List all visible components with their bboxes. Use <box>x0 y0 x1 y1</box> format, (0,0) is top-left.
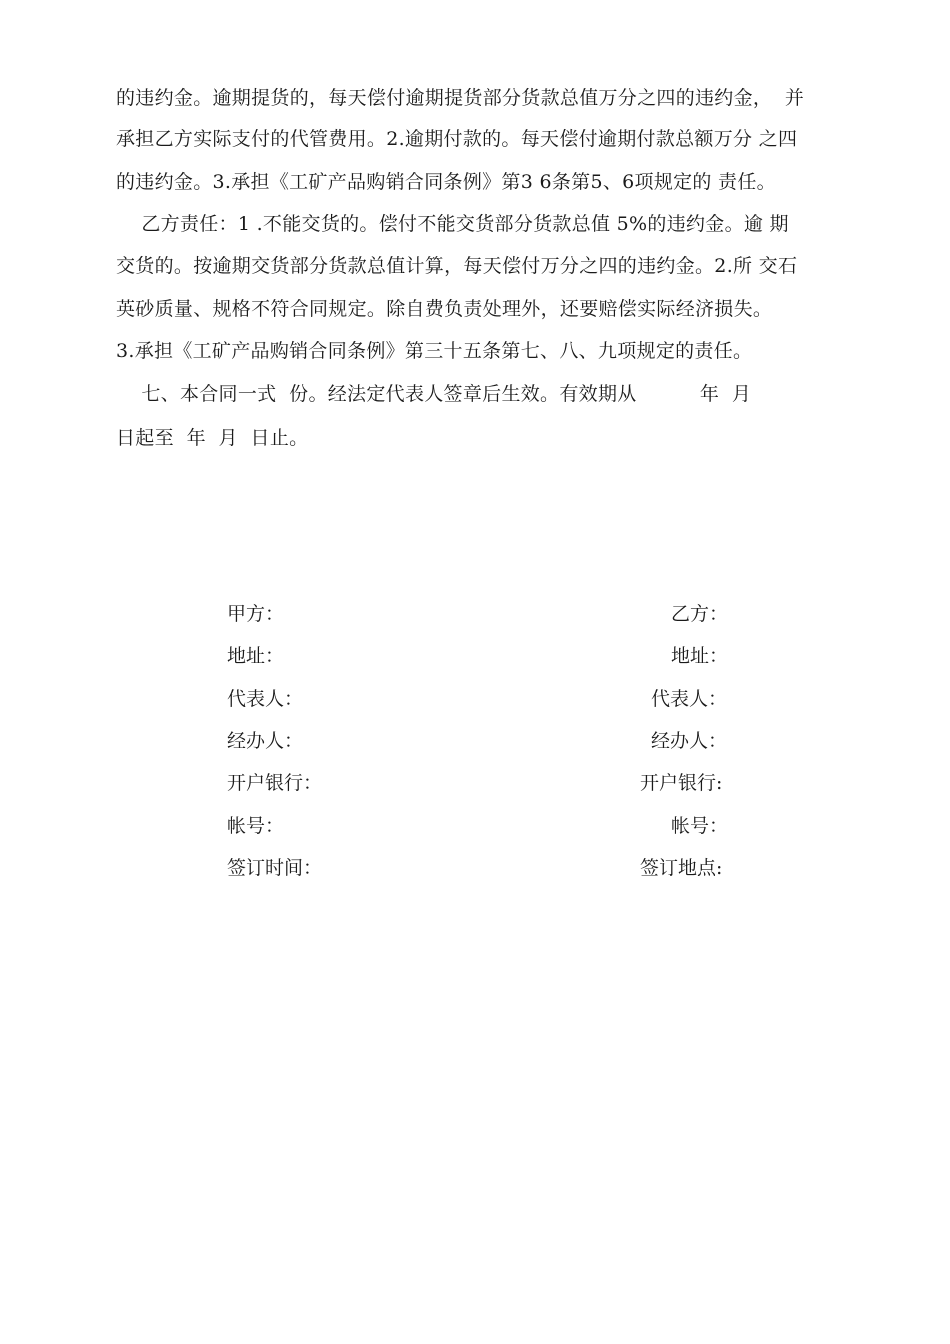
party-a-address-label: 地址： <box>227 645 285 667</box>
party-a-sign-time-label: 签订时间： <box>227 857 323 879</box>
clause-line-5: 交货的。按逾期交货部分货款总值计算，每天偿付万分之四的违约金。2.所 交石 <box>116 255 798 277</box>
clause-line-3: 的违约金。3.承担《工矿产品购销合同条例》第3 6条第5、6项规定的 责任。 <box>116 171 776 193</box>
clause-line-4: 乙方责任：1 .不能交货的。偿付不能交货部分货款总值 5%的违约金。逾 期 <box>116 213 789 235</box>
party-b-sign-place-label: 签订地点: <box>640 857 723 879</box>
party-a-label: 甲方： <box>227 603 285 625</box>
party-b-account-label: 帐号： <box>671 815 729 837</box>
clause-line-2: 承担乙方实际支付的代管费用。2.逾期付款的。每天偿付逾期付款总额万分 之四 <box>116 128 798 150</box>
clause-line-9: 日起至 年 月 日止。 <box>116 427 309 449</box>
clause-line-6: 英砂质量、规格不符合同规定。除自费负责处理外，还要赔偿实际经济损失。 <box>116 298 773 320</box>
party-a-account-label: 帐号： <box>227 815 285 837</box>
party-b-agent-label: 经办人： <box>651 730 728 752</box>
clause-line-1: 的违约金。逾期提货的，每天偿付逾期提货部分货款总值万分之四的违约金， 并 <box>116 87 805 109</box>
party-a-representative-label: 代表人： <box>227 688 304 710</box>
party-b-representative-label: 代表人： <box>651 688 728 710</box>
clause-line-7: 3.承担《工矿产品购销合同条例》第三十五条第七、八、九项规定的责任。 <box>116 340 753 362</box>
party-b-label: 乙方： <box>671 603 729 625</box>
party-a-agent-label: 经办人： <box>227 730 304 752</box>
party-b-bank-label: 开户银行: <box>640 772 723 794</box>
party-b-address-label: 地址： <box>671 645 729 667</box>
clause-line-8: 七、本合同一式 份。经法定代表人签章后生效。有效期从 年 月 <box>116 383 752 405</box>
party-a-bank-label: 开户银行： <box>227 772 323 794</box>
